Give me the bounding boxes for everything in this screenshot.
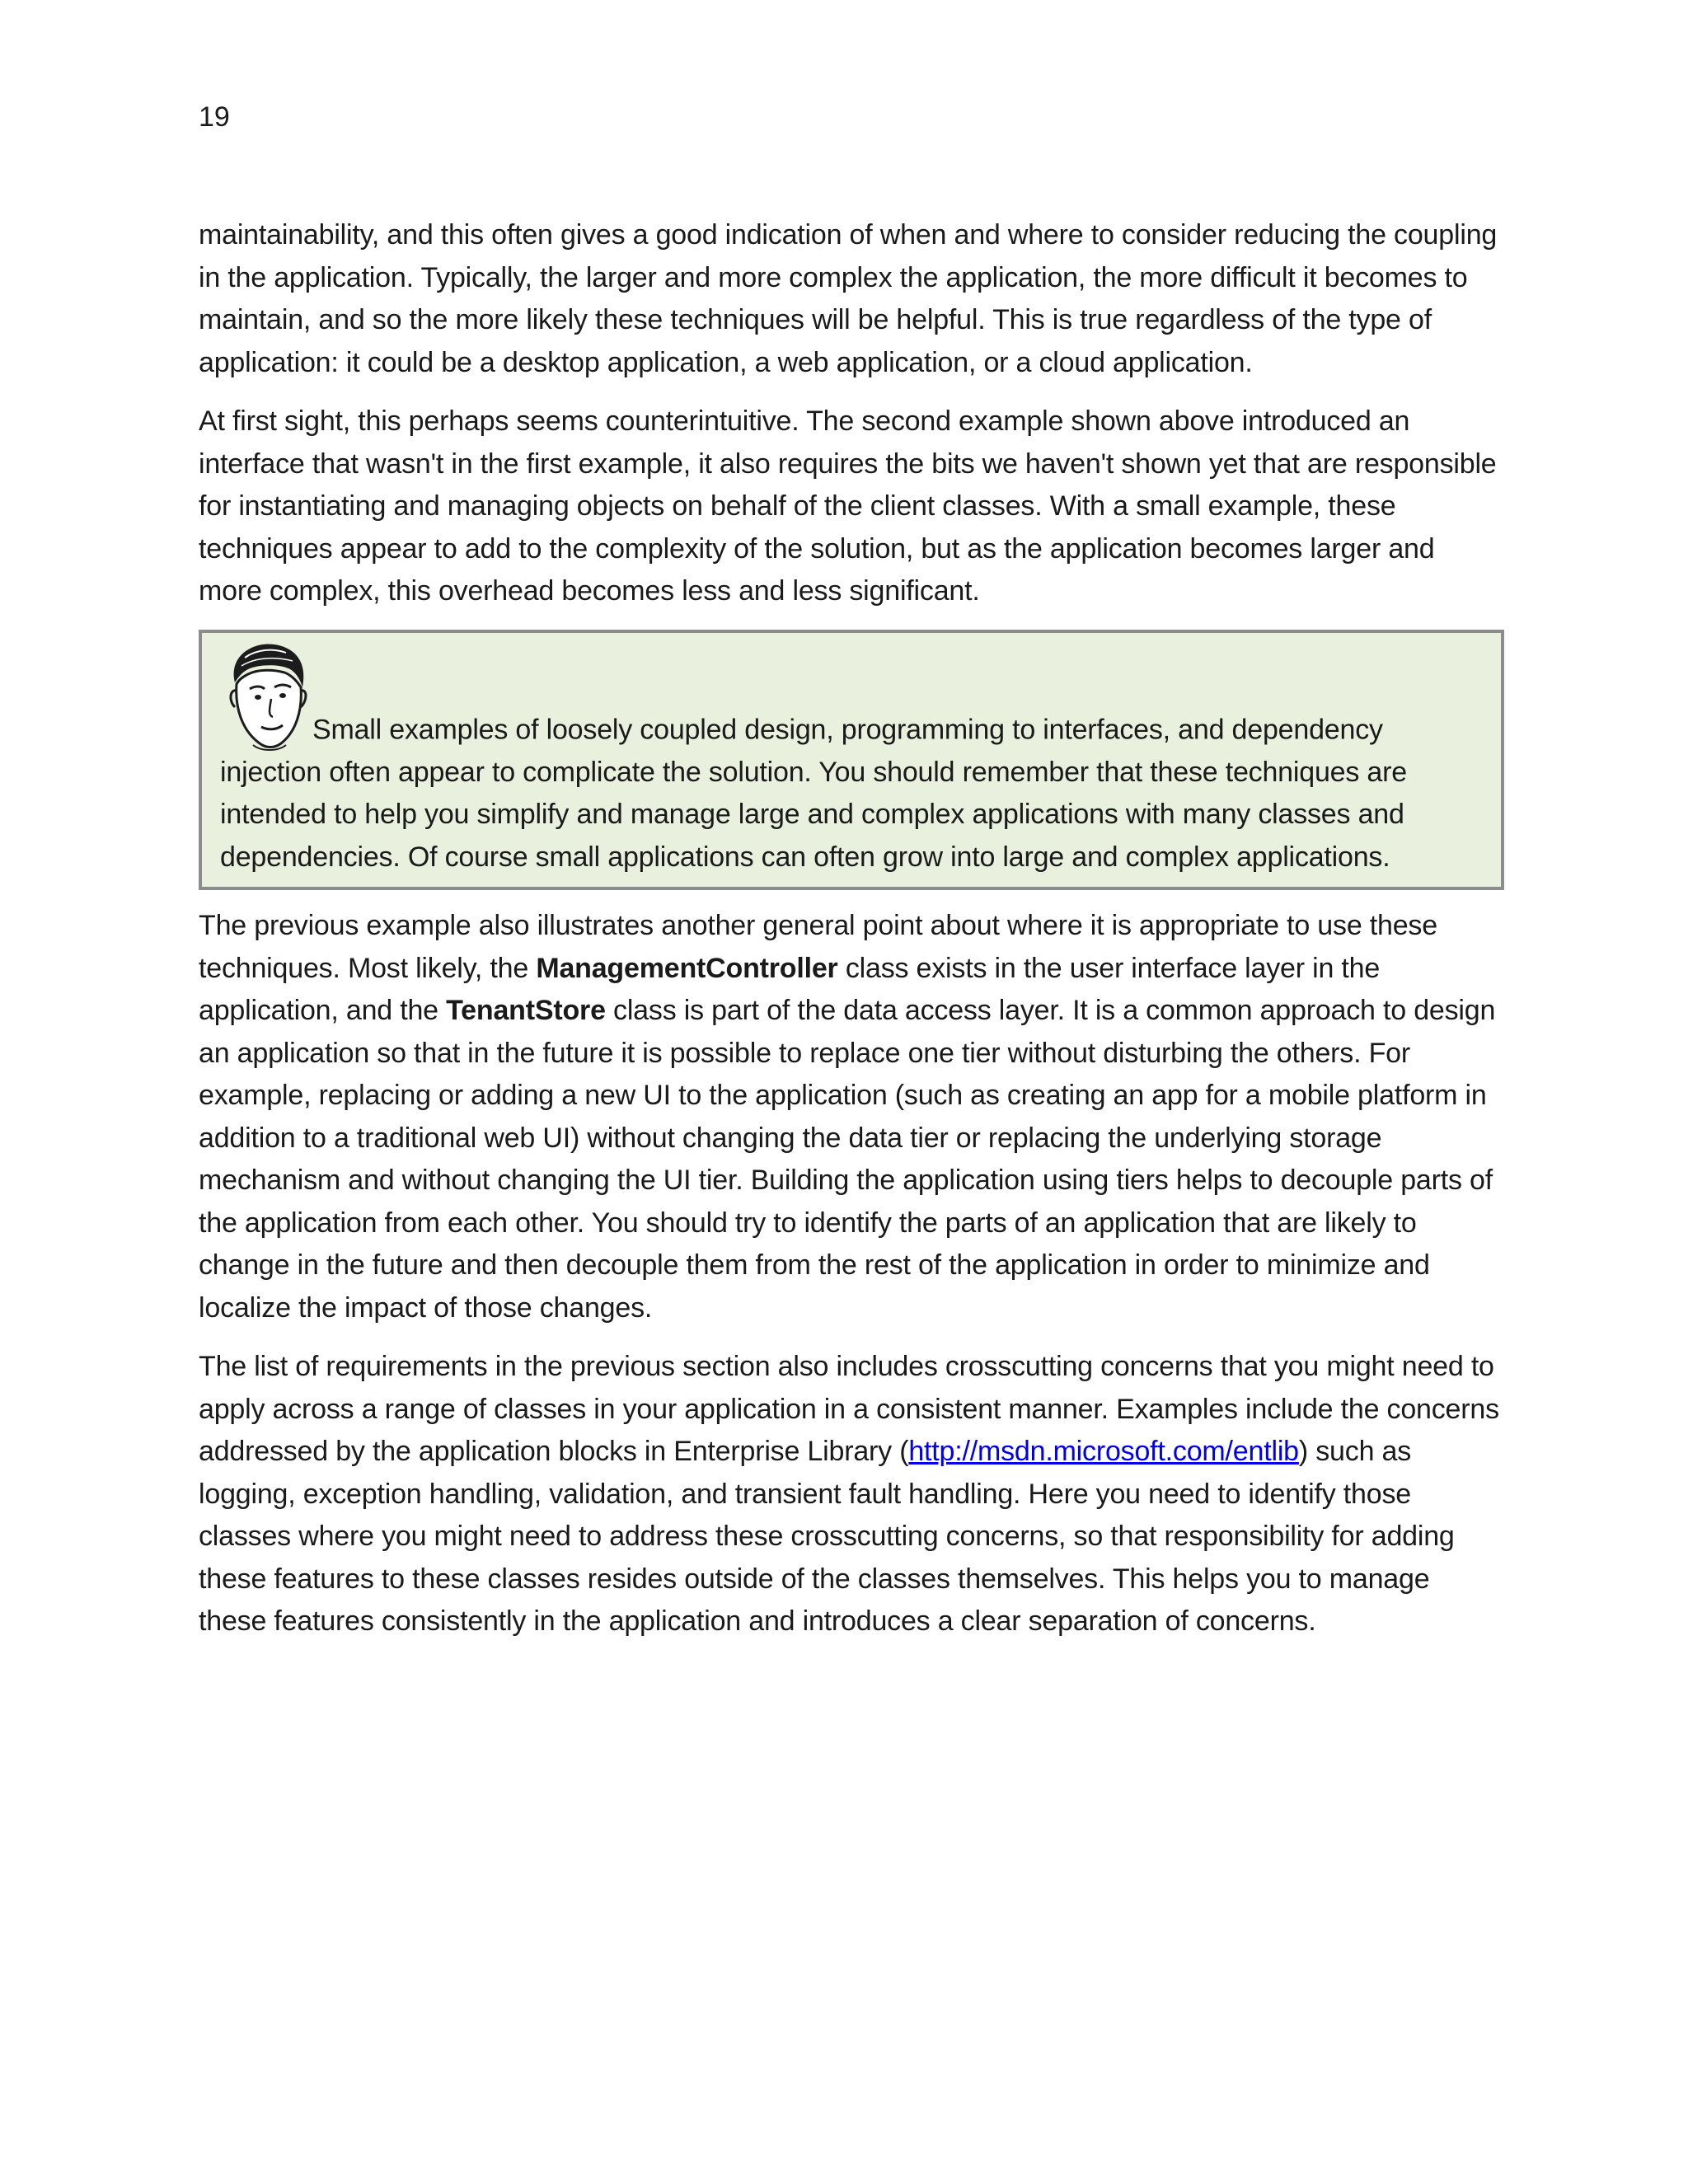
entlib-link[interactable]: http://msdn.microsoft.com/entlib <box>908 1436 1299 1467</box>
paragraph-counterintuitive: At first sight, this perhaps seems counterintuitive. The second example shown above introduced an interface that wasn't in the first example, it also requires the bits we haven't shown yet that are responsible for instantiating and managing objects on behalf of the client classes. With a small example, these techniques appear to add to the complexity of the solution, but as the application becomes larger and more complex, this overhead becomes less and less significant. <box>199 405 1497 607</box>
paragraph-crosscutting <box>199 1346 1504 1643</box>
paragraph-crosscutting-part2: ) such as logging, exception handling, validation, and transient fault handling. Here you need to identify those classes where you might need to address these crosscutting concerns, so that responsibility for adding these features to these classes resides outside of the classes themselves. This helps you to manage these features consistently in the application and introduces a clear separation of concerns. <box>199 1436 1455 1637</box>
note-paragraph <box>220 640 1483 879</box>
paragraph-tiers-part3: class is part of the data access layer. It is a common approach to design an application so that in the future it is possible to replace one tier without disturbing the others. For example, replacing or adding a new UI to the application (such as creating an app for a mobile platform in addition to a traditional web UI) without changing the data tier or replacing the underlying storage mechanism and without changing the UI tier. Building the application using tiers helps to decouple parts of the application from each other. You should try to identify the parts of an application that are likely to change in the future and then decouple them from the rest of the application in order to minimize and localize the impact of those changes. <box>199 995 1496 1324</box>
note-text: Small examples of loosely coupled design, programming to interfaces, and dependency injection often appear to complicate the solution. You should remember that these techniques are intended to help you simplify and manage large and complex applications with many classes and dependencies. Of course small applications can often grow into large and complex applications. <box>220 714 1407 873</box>
paragraph-tiers <box>199 905 1504 1329</box>
paragraph-tiers-part1: The previous example also illustrates another general point about where it is appropriate to use these techniques. Most likely, the <box>199 910 1437 984</box>
page-number: 19 <box>199 101 230 133</box>
paragraph-crosscutting-part1: The list of requirements in the previous section also includes crosscutting concerns that you might need to apply across a range of classes in your application in a consistent manner. Examples include the concerns addressed by the application blocks in Enterprise Library ( <box>199 1351 1499 1467</box>
class-name-managementcontroller: ManagementController <box>536 952 838 984</box>
man-face-icon <box>220 640 312 752</box>
class-name-tenantstore: TenantStore <box>446 995 606 1026</box>
paragraph-tiers-part2: class exists in the user interface layer in the application, and the <box>199 952 1381 1026</box>
paragraph-maintainability: maintainability, and this often gives a good indication of when and where to consider reducing the coupling in the application. Typically, the larger and more complex the application, the more difficult it becomes to maintain, and so the more likely these techniques will be helpful. This is true regardless of the type of application: it could be a desktop application, a web application, or a cloud application. <box>199 219 1498 378</box>
note-callout <box>199 630 1504 891</box>
page-content <box>199 214 1504 1660</box>
